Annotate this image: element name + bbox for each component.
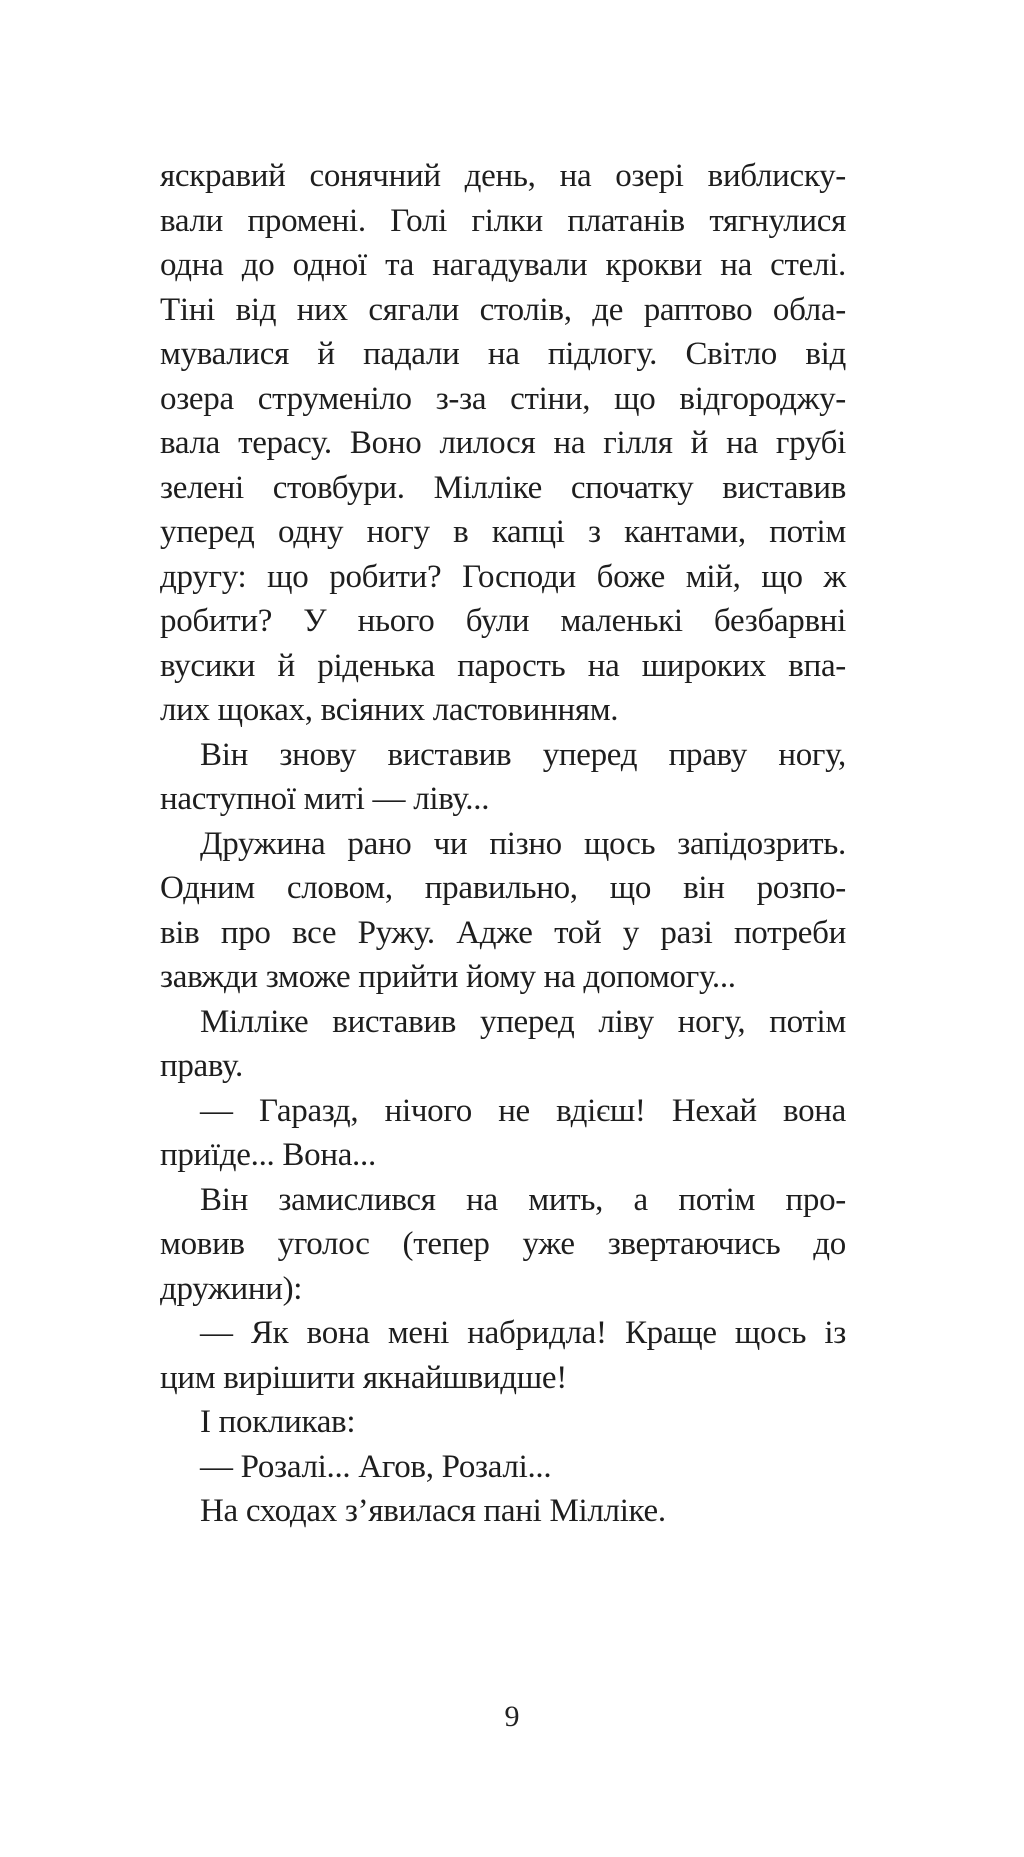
text-line: Тіні від них сягали столів, де раптово обла- [160, 291, 846, 328]
text-line: приїде... Вона... [160, 1137, 376, 1173]
text-line: — Розалі... Агов, Розалі... [200, 1448, 552, 1485]
text-line: робити? У нього були маленькі безбарвні [160, 603, 846, 639]
text-line: вів про все Ружу. Адже той у разі потреби [160, 914, 846, 951]
text-line: озера струменіло з-за стіни, що відгороджу- [160, 380, 846, 417]
text-line: І покликав: [200, 1404, 356, 1440]
text-line: яскравий сонячний день, на озері виблиску- [160, 158, 846, 194]
text-line: Одним словом, правильно, що він розпо- [160, 870, 846, 906]
text-line: дружини): [160, 1270, 303, 1307]
text-line: одна до одної та нагадували крокви на стелі. [160, 247, 846, 283]
text-line: Мілліке виставив уперед ліву ногу, потім [200, 1003, 846, 1040]
text-line: На сходах з’явилася пані Мілліке. [200, 1493, 666, 1529]
text-line: — Як вона мені набридла! Краще щось із [200, 1315, 846, 1351]
text-line: Дружина рано чи пізно щось запідозрить. [200, 825, 846, 862]
text-line: уперед одну ногу в капці з кантами, потім [160, 514, 846, 550]
text-line: завжди зможе прийти йому на допомогу... [160, 959, 736, 995]
text-line: мовив уголос (тепер уже звертаючись до [160, 1226, 846, 1262]
text-line: лих щоках, всіяних ластовинням. [160, 692, 619, 728]
text-line: вусики й ріденька парость на широких впа- [160, 647, 846, 684]
text-line: зелені стовбури. Мілліке спочатку виставив [160, 469, 846, 506]
text-line: праву. [160, 1048, 243, 1084]
page-body-text [160, 154, 846, 1534]
text-line: Він знову виставив уперед праву ногу, [200, 736, 846, 773]
text-line: цим вирішити якнайшвидше! [160, 1359, 567, 1396]
text-line: вала терасу. Воно лилося на гілля й на грубі [160, 425, 846, 461]
text-line: — Гаразд, нічого не вдієш! Нехай вона [200, 1092, 846, 1129]
text-line: наступної миті — ліву... [160, 781, 490, 817]
text-line: другу: що робити? Господи боже мій, що ж [160, 558, 846, 595]
page-number: 9 [504, 1700, 520, 1733]
text-line: мувалися й падали на підлогу. Світло від [160, 336, 846, 372]
text-line: вали промені. Голі гілки платанів тягнулися [160, 202, 846, 239]
text-line: Він замислився на мить, а потім про- [200, 1181, 846, 1218]
